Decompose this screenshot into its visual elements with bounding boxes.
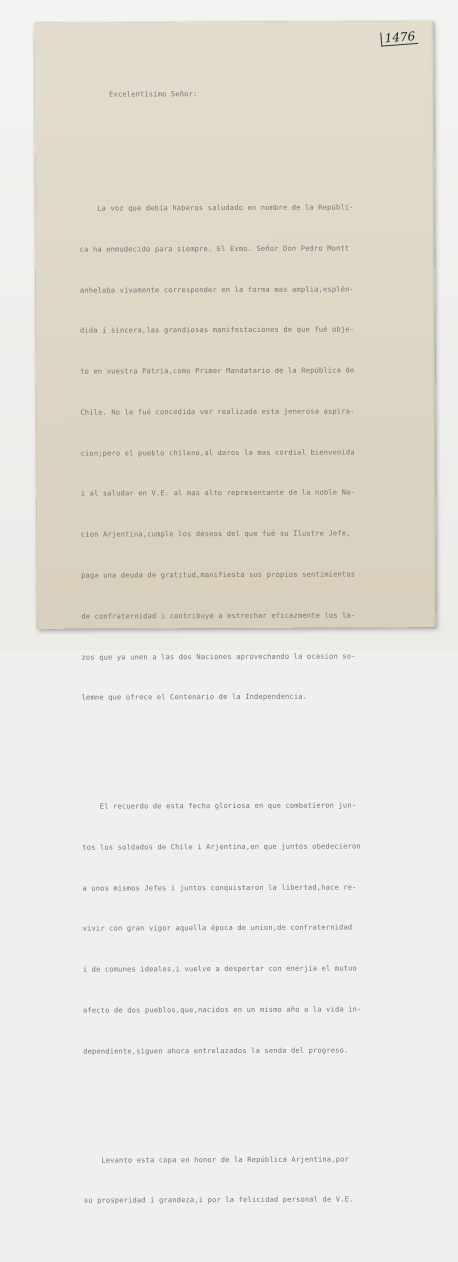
letter-line: tos los soldados de Chile i Arjentina,en que juntos obedecieron bbox=[82, 841, 361, 852]
letter-line: El recuerdo de esta fecha gloriosa en que combatieron jun- bbox=[82, 800, 357, 811]
paragraph-1 bbox=[79, 173, 423, 732]
letter-line: Levanto esta copa en honor de la República Arjentina,por bbox=[83, 1154, 349, 1165]
letter-line: Chile. No le fué concedida ver realizada esta jenerosa aspira- bbox=[80, 406, 355, 417]
letter-line: cion;pero el pueblo chileno,al daros la mas cordial bienvenida bbox=[80, 447, 355, 458]
letter-line: a unos mismos Jefes i juntos conquistaron la libertad,hace re- bbox=[82, 882, 357, 893]
letter-line: i al saludar en V.E. al mas alto representante de la noble Na- bbox=[80, 487, 355, 499]
letter-line: ca ha enmudecido para siempre. El Exmo. Señor Don Pedro Montt bbox=[79, 243, 350, 254]
letter-line: i de comunes ideales,i vuelve a despertar con enerjía el mutuo bbox=[82, 963, 357, 974]
letter-body bbox=[79, 59, 426, 1262]
letter-line: afecto de dos pueblos,que,nacidos en un mismo año a la vida in- bbox=[82, 1004, 362, 1015]
letter-salutation: Excelentísimo Señor: bbox=[108, 89, 198, 99]
paragraph-2 bbox=[82, 771, 425, 1085]
letter-line: paga una deuda de gratitud,manifiesta sus propios sentimientos bbox=[81, 569, 356, 580]
archive-number: 1476 bbox=[381, 30, 418, 47]
letter-line: lemne que ofrece el Centenario de la Independencia. bbox=[81, 692, 308, 702]
letter-line: su prosperidad i grandeza,i por la felicidad personal de V.E. bbox=[83, 1194, 354, 1205]
paragraph-3 bbox=[83, 1124, 425, 1234]
letter-line: de confraternidad i contribuye a estrechar eficazmente los la- bbox=[81, 610, 356, 621]
letter-line: cion Arjentina,cumple los deseos del que fué su Ilustre Jefe, bbox=[80, 528, 351, 539]
letter-line: to en vuestra Patria,como Primer Mandatario de la República de bbox=[80, 365, 355, 376]
letter-line: vivir con gran vigor aquella época de union,de confraternidad bbox=[82, 922, 353, 934]
letter-line: anhelaba vivamente corresponder en la forma mas amplia,esplén- bbox=[79, 283, 354, 295]
letter-line: La voz que debía haberos saludado en nombre de la Repúbli- bbox=[79, 202, 354, 213]
letter-line: dependiente,siguen ahora entrelazados la senda del progreso. bbox=[83, 1045, 349, 1056]
letter-line: zos que ya unen a las dos Naciones aprovechando la ocasion so- bbox=[81, 651, 356, 662]
letter-line: dida i sincera,las grandiosas manifestaciones de que fué obje- bbox=[80, 324, 355, 335]
typewritten-letter-sheet bbox=[35, 21, 437, 1205]
